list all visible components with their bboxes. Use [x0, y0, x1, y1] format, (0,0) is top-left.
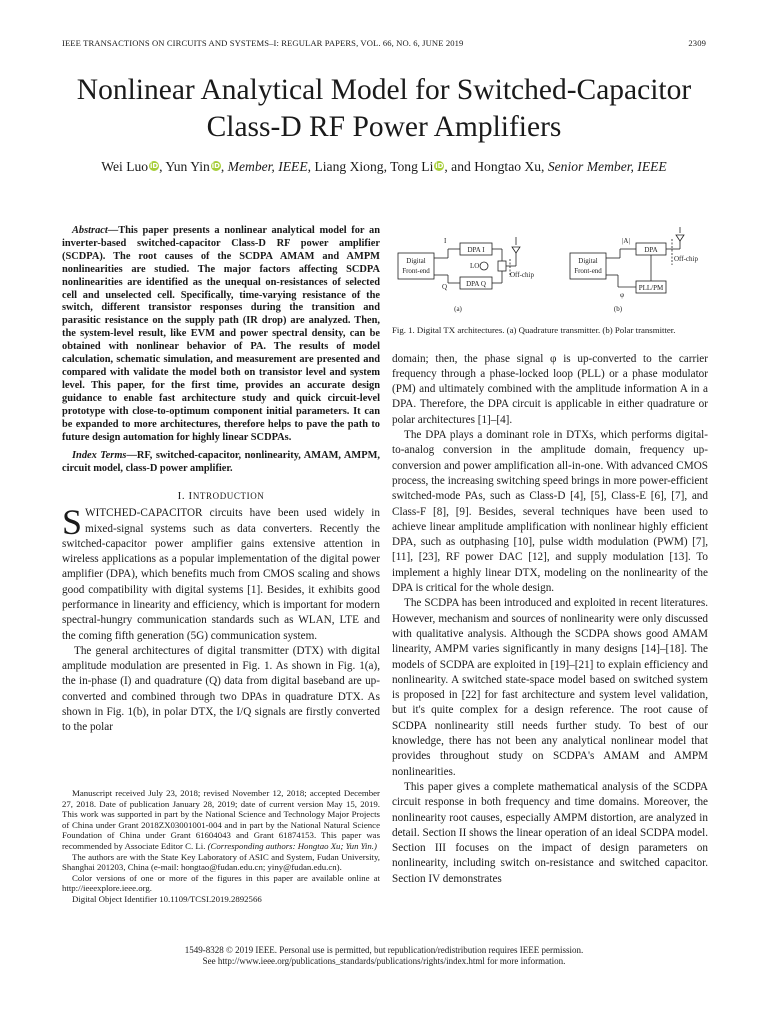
offchip-label-b: Off-chip: [674, 255, 698, 263]
right-paragraph-1: domain; then, the phase signal φ is up-converted to the carrier frequency through a phase-locked loop (PLL) or a phase modulator (PM) and ultimately combined with the amplitude information A in a DPA. Therefore, the DPA circuit is applicable in either quadrature or polar architectures [1]–[4].: [392, 352, 708, 426]
author-and: and: [451, 159, 471, 174]
footnote-affiliation: The authors are with the State Key Laboratory of ASIC and System, Fudan University, Shanghai 201203, China (e-mail: hongtao@fudan.edu.cn; yiny@fudan.edu.cn).: [62, 851, 380, 873]
dpa-label: DPA: [644, 246, 658, 254]
dfe-a-line2: Front-end: [402, 267, 430, 275]
author-5-role: Senior Member, IEEE: [547, 159, 667, 174]
label-i: I: [444, 237, 447, 245]
title-line-1: Nonlinear Analytical Model for Switched-Capacitor: [76, 74, 692, 106]
figure-1: [392, 225, 708, 317]
abstract-text: —This paper presents a nonlinear analytical model for an inverter-based switched-capacitor Class-D RF power amplifier (SCDPA). The root causes of the SCDPA AMAM and AMPM nonlinearities are studied. The major factors affecting SCDPA nonlinearities are identified as the unequal on-resistances of selected cell and unselected cell. Specifically, time-varying resistance of the switch, different transistor responses during the transition and parasitic resistance on the supply path (IR drop) are analyzed. Then, the system-level result, like EVM and power spectral density, can be obtained with nonlinear behavior of PA. The results of model calculation, schematic simulation, and measurement are presented and compared with validate the model both on transistor level and system level. This paper, for the first time, provides an accurate design guidance to enable fast architecture study and quick circuit-level prototype with close-to-optimum component initial parameters. It can be expanded to more architectures, therefore helps to pave the path to future design automation for highly linear SCDPAs.: [62, 225, 380, 443]
dpa-q-label: DPA Q: [466, 280, 486, 288]
copyright-line-1: 1549-8328 © 2019 IEEE. Personal use is permitted, but republication/redistribution requires IEEE permission.: [184, 945, 584, 955]
section-title-first: I: [188, 490, 193, 503]
page-number: 2309: [688, 38, 706, 48]
right-paragraph-4: This paper gives a complete mathematical analysis of the SCDPA circuit response in both frequency and time domains. Moreover, the nonlinearity root causes, especially AMPM distortion, are analyzed in detail. Section II shows the linear operation of an ideal SCDPA model. Section III focuses on the impact of design parameters on nonlinearity, including switch on-resistance and switched capacitor. Section IV demonstrates: [392, 780, 708, 885]
orcid-icon[interactable]: iD: [435, 162, 444, 170]
running-head: [62, 38, 706, 52]
dropcap: S: [62, 502, 83, 543]
lo-source: [480, 262, 488, 270]
journal-name: IEEE TRANSACTIONS ON CIRCUITS AND SYSTEMS–I: REGULAR PAPERS, VOL. 66, NO. 6, JUNE 2019: [62, 38, 464, 48]
section-heading: [62, 490, 380, 502]
label-lo: LO: [470, 262, 480, 270]
intro-paragraph-2: The general architectures of digital transmitter (DTX) with digital amplitude modulation are presented in Fig. 1. As shown in Fig. 1(a), the in-phase (I) and quadrature (Q) data from digital baseband are up-converted and combined through two DPAs in quadrature DTX. As shown in Fig. 1(b), in polar DTX, the I/Q signals are firstly converted to the polar: [62, 644, 380, 734]
index-terms-lead: Index Terms: [72, 450, 127, 462]
copyright-line-2: See http://www.ieee.org/publications_standards/publications/rights/index.html for more information.: [202, 956, 566, 966]
author-5: Hongtao Xu: [474, 159, 542, 174]
dfe-b-line1: Digital: [578, 257, 598, 265]
label-q: Q: [442, 283, 448, 291]
index-terms-text: —RF, switched-capacitor, nonlinearity, AMAM, AMPM, circuit model, class-D power amplifier.: [62, 450, 380, 475]
dfe-a-line1: Digital: [406, 257, 426, 265]
author-2-role: Member, IEEE: [227, 159, 308, 174]
dpa-i-label: DPA I: [467, 246, 485, 254]
intro-paragraph-1: [62, 502, 380, 644]
footnote-doi: Digital Object Identifier 10.1109/TCSI.2019.2892566: [72, 893, 262, 904]
label-phi: φ: [620, 291, 625, 299]
right-paragraph-2: The DPA plays a dominant role in DTXs, which performs digital-to-analog conversion in the amplitude domain, frequency up-conversion and power amplification all-in-one. With advanced CMOS process, the increasing switching speed brings in more power-efficient switched-mode PAs, such as Class-D [4], [5], Class-E [6], [7], and Class-F [8], [9]. Besides, several techniques have been used to achieve linear amplitude amplification with nonlinear highly efficient DPA, such as outphasing [10], pulse width modulation (PWM) [7], [11], [23], RF power DAC [12], and supply modulation [13]. To implement a highly linear DTX, modeling on the nonlinearity of the DPA is critical for the whole design.: [392, 429, 708, 595]
label-amplitude: |A|: [622, 237, 630, 245]
author-2: Yun Yin: [165, 159, 210, 174]
footnote-color: Color versions of one or more of the figures in this paper are available online at http://ieeexplore.ieee.org.: [62, 872, 380, 894]
footnotes: [62, 788, 380, 905]
abstract: [62, 225, 380, 444]
right-paragraph-3: The SCDPA has been introduced and exploited in recent literatures. However, mechanism and sources of nonlinearity were only discussed with qualitative analysis. Although the SCDPA shows good AMAM linearity, AMPM varies significantly in many designs [14]–[18]. The models of SCDPA are exploited in [19]–[21] to explain efficiency and nonlinearity. A switched state-space model based on switched system is proposed in [22] for fast architecture and system level validation, but it's quite complex for a design reference. The root cause of SCDPA nonlinearity still needs further study. To best of our knowledge, there has not been any analytical nonlinear model that provides throughout study on SCDPA's AMAM and AMPM nonlinearities.: [392, 597, 708, 778]
right-column: [392, 225, 708, 887]
dfe-b-line2: Front-end: [574, 267, 602, 275]
intro-p1-text: WITCHED-CAPACITOR circuits have been used widely in mixed-signal systems such as data converters. Recently the switched-capacitor power amplifier gains extensive attention in wireless applications as a popular implementation of the digital power amplifier (DPA), which benefits much from CMOS scaling and shows good compatibility with digital systems [1]. Besides, it exhibits good performance in linearity and efficiency, which is important for modern spectral-hungry communication standards such as WLAN, LTE and the coming fifth generation (5G) communication system.: [62, 507, 380, 642]
right-body-text: [392, 352, 708, 887]
copyright-notice: [40, 945, 728, 967]
pll-pm-label: PLL/PM: [638, 284, 664, 292]
offchip-label-a: Off-chip: [510, 271, 534, 279]
caption-label-b: (b): [613, 305, 623, 313]
index-terms: [62, 450, 380, 476]
author-list: Wei Luo iD, Yun Yin iD, Member, IEEE, Liang Xiong, Tong Li iD, and Hongtao Xu, Senior Member, IEEE: [101, 159, 667, 174]
section-number: I.: [177, 490, 189, 503]
author-4: Tong Li: [390, 159, 434, 174]
caption-label-a: (a): [454, 305, 462, 313]
paper-title: [40, 72, 728, 146]
left-column: [62, 225, 380, 736]
figure-1-diagram: [392, 225, 708, 317]
combiner-block: [498, 261, 506, 271]
figure-1-caption: Fig. 1. Digital TX architectures. (a) Quadrature transmitter. (b) Polar transmitter.: [392, 325, 676, 335]
footnote-manuscript: Manuscript received July 23, 2018; revised November 12, 2018; accepted December 27, 2018. Date of publication January 28, 2019; date of current version May 15, 2019. This work was supported in part by the National Science and Technology Major Projects of China under Grant 2018ZX03001001-004 and in part by the National Natural Science Foundation of China under Grant 61604043 and Grant 61874153. This paper was recommended by Associate Editor C. Li. (Corresponding authors: Hongtao Xu; Yun Yin.): [62, 788, 380, 851]
orcid-icon[interactable]: iD: [150, 162, 159, 170]
author-1: Wei Luo: [101, 159, 149, 174]
title-line-2: Class-D RF Power Amplifiers: [206, 111, 562, 143]
abstract-lead: Abstract: [72, 225, 108, 236]
orcid-icon[interactable]: iD: [211, 162, 220, 170]
author-3: Liang Xiong: [314, 159, 384, 174]
section-title-rest: NTRODUCTION: [192, 491, 265, 502]
